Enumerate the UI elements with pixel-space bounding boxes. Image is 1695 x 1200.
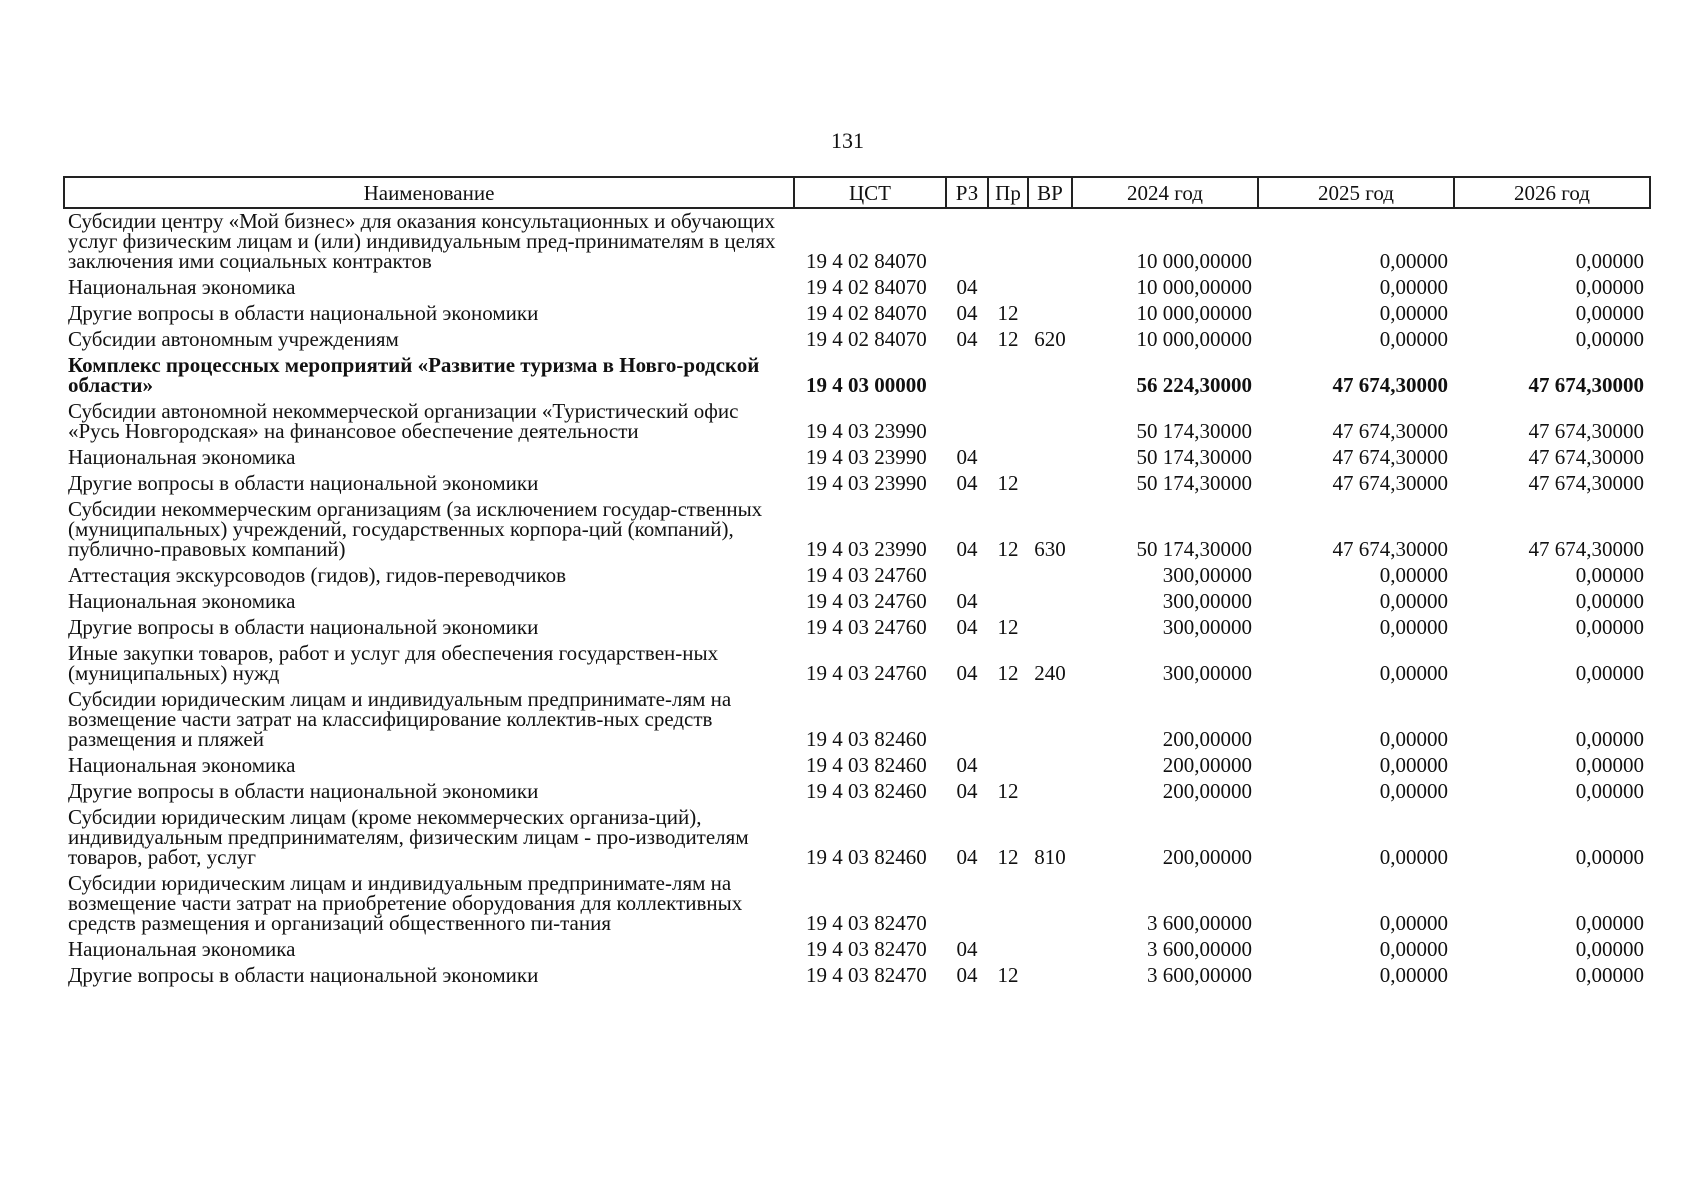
row-name: Другие вопросы в области национальной экономики — [68, 615, 539, 639]
header-2026: 2026 год — [1454, 177, 1650, 208]
table-row — [64, 753, 1650, 779]
row-cst: 19 4 03 24760 — [806, 661, 927, 685]
row-amount-2025: 0,00000 — [1379, 753, 1448, 777]
table-row — [64, 937, 1650, 963]
row-pr — [988, 208, 1028, 275]
row-amount-2026: 47 674,30000 — [1528, 373, 1644, 397]
row-rz: 04 — [956, 589, 978, 613]
row-name: Субсидии юридическим лицам и индивидуальным предпринимате-лям на возмещение части затрат на приобретение оборудования для коллективных средств размещения и организаций общественного пи-тания — [68, 871, 743, 935]
row-pr — [988, 399, 1028, 445]
row-name: Национальная экономика — [68, 589, 296, 613]
row-amount-2026: 0,00000 — [1575, 249, 1644, 273]
row-vr — [1028, 687, 1072, 753]
row-pr — [988, 275, 1028, 301]
table-row — [64, 805, 1650, 871]
row-pr: 12 — [997, 301, 1019, 325]
row-cst: 19 4 03 82470 — [806, 937, 927, 961]
row-vr — [1028, 563, 1072, 589]
row-rz: 04 — [956, 661, 978, 685]
row-vr — [1028, 208, 1072, 275]
row-vr — [1028, 937, 1072, 963]
table-row — [64, 615, 1650, 641]
row-amount-2024: 50 174,30000 — [1136, 537, 1252, 561]
row-rz — [946, 353, 988, 399]
row-amount-2024: 3 600,00000 — [1147, 911, 1252, 935]
row-rz: 04 — [956, 753, 978, 777]
row-vr — [1028, 471, 1072, 497]
row-cst: 19 4 03 00000 — [806, 373, 927, 397]
row-rz: 04 — [956, 779, 978, 803]
row-amount-2025: 0,00000 — [1379, 661, 1448, 685]
row-amount-2024: 300,00000 — [1162, 615, 1252, 639]
row-vr — [1028, 445, 1072, 471]
table-row — [64, 327, 1650, 353]
row-cst: 19 4 03 23990 — [806, 537, 927, 561]
row-cst: 19 4 03 24760 — [806, 563, 927, 587]
row-rz: 04 — [956, 275, 978, 299]
row-amount-2024: 10 000,00000 — [1136, 301, 1252, 325]
row-amount-2025: 0,00000 — [1379, 937, 1448, 961]
row-cst: 19 4 03 23990 — [806, 419, 927, 443]
row-amount-2025: 0,00000 — [1379, 727, 1448, 751]
row-amount-2026: 0,00000 — [1575, 963, 1644, 987]
row-cst: 19 4 03 82460 — [806, 845, 927, 869]
table-row — [64, 471, 1650, 497]
header-row — [64, 177, 1650, 208]
row-amount-2024: 3 600,00000 — [1147, 937, 1252, 961]
row-vr — [1028, 615, 1072, 641]
row-amount-2025: 0,00000 — [1379, 563, 1448, 587]
header-pr: Пр — [988, 177, 1028, 208]
table-row — [64, 353, 1650, 399]
row-cst: 19 4 03 82460 — [806, 753, 927, 777]
row-rz: 04 — [956, 615, 978, 639]
row-pr — [988, 445, 1028, 471]
row-amount-2025: 0,00000 — [1379, 779, 1448, 803]
row-name: Иные закупки товаров, работ и услуг для обеспечения государствен-ных (муниципальных) нужд — [68, 641, 719, 685]
row-amount-2025: 0,00000 — [1379, 589, 1448, 613]
row-name: Субсидии центру «Мой бизнес» для оказания консультационных и обучающих услуг физическим лицам и (или) индивидуальным пред-принимателям в целях заключения ими социальных контрактов — [68, 209, 776, 273]
row-rz — [946, 399, 988, 445]
row-vr — [1028, 589, 1072, 615]
row-amount-2026: 0,00000 — [1575, 727, 1644, 751]
row-amount-2026: 0,00000 — [1575, 563, 1644, 587]
row-name: Субсидии юридическим лицам (кроме некоммерческих организа-ций), индивидуальным предпринимателям, физическим лицам - про-изводителям товаров, работ, услуг — [68, 805, 749, 869]
table-row — [64, 497, 1650, 563]
table-row — [64, 589, 1650, 615]
row-amount-2025: 47 674,30000 — [1332, 537, 1448, 561]
table-row — [64, 399, 1650, 445]
row-vr — [1028, 353, 1072, 399]
row-vr: 240 — [1034, 661, 1066, 685]
row-rz: 04 — [956, 445, 978, 469]
table-row — [64, 208, 1650, 275]
row-rz — [946, 563, 988, 589]
row-rz: 04 — [956, 471, 978, 495]
row-rz: 04 — [956, 963, 978, 987]
table-row — [64, 445, 1650, 471]
row-amount-2026: 0,00000 — [1575, 275, 1644, 299]
row-name: Другие вопросы в области национальной экономики — [68, 471, 539, 495]
header-name: Наименование — [64, 177, 794, 208]
row-name: Субсидии некоммерческим организациям (за исключением государ-ственных (муниципальных) учреждений, государственных корпора-ций (компаний), публично-правовых компаний) — [68, 497, 763, 561]
row-amount-2025: 0,00000 — [1379, 301, 1448, 325]
row-pr — [988, 753, 1028, 779]
row-amount-2025: 0,00000 — [1379, 275, 1448, 299]
row-cst: 19 4 03 82460 — [806, 727, 927, 751]
row-pr: 12 — [997, 471, 1019, 495]
header-2024: 2024 год — [1072, 177, 1258, 208]
row-pr — [988, 589, 1028, 615]
row-rz: 04 — [956, 537, 978, 561]
row-amount-2024: 200,00000 — [1162, 845, 1252, 869]
row-rz: 04 — [956, 301, 978, 325]
table-row — [64, 963, 1650, 989]
row-amount-2025: 0,00000 — [1379, 615, 1448, 639]
row-amount-2026: 47 674,30000 — [1528, 537, 1644, 561]
row-amount-2026: 0,00000 — [1575, 845, 1644, 869]
row-cst: 19 4 03 82470 — [806, 911, 927, 935]
row-name: Национальная экономика — [68, 445, 296, 469]
row-name: Комплекс процессных мероприятий «Развитие туризма в Новго-родской области» — [68, 353, 760, 397]
row-amount-2024: 50 174,30000 — [1136, 419, 1252, 443]
row-amount-2024: 300,00000 — [1162, 589, 1252, 613]
row-amount-2025: 47 674,30000 — [1332, 471, 1448, 495]
table-row — [64, 779, 1650, 805]
row-amount-2025: 0,00000 — [1379, 845, 1448, 869]
row-amount-2024: 56 224,30000 — [1136, 373, 1252, 397]
row-name: Другие вопросы в области национальной экономики — [68, 963, 539, 987]
row-vr: 620 — [1034, 327, 1066, 351]
row-name: Другие вопросы в области национальной экономики — [68, 301, 539, 325]
header-vr: ВР — [1028, 177, 1072, 208]
header-cst: ЦСТ — [794, 177, 946, 208]
row-vr — [1028, 753, 1072, 779]
row-amount-2026: 47 674,30000 — [1528, 471, 1644, 495]
row-amount-2024: 10 000,00000 — [1136, 275, 1252, 299]
budget-table — [63, 176, 1651, 989]
row-cst: 19 4 03 23990 — [806, 471, 927, 495]
row-amount-2024: 300,00000 — [1162, 563, 1252, 587]
table-row — [64, 871, 1650, 937]
row-amount-2024: 10 000,00000 — [1136, 327, 1252, 351]
row-amount-2024: 10 000,00000 — [1136, 249, 1252, 273]
row-name: Субсидии автономной некоммерческой организации «Туристический офис «Русь Новгородская» на финансовое обеспечение деятельности — [68, 399, 739, 443]
row-name: Другие вопросы в области национальной экономики — [68, 779, 539, 803]
row-cst: 19 4 02 84070 — [806, 301, 927, 325]
row-pr: 12 — [997, 537, 1019, 561]
row-vr — [1028, 275, 1072, 301]
row-name: Субсидии автономным учреждениям — [68, 327, 399, 351]
row-name: Национальная экономика — [68, 275, 296, 299]
row-amount-2025: 0,00000 — [1379, 963, 1448, 987]
row-cst: 19 4 02 84070 — [806, 327, 927, 351]
row-pr: 12 — [997, 963, 1019, 987]
row-amount-2024: 200,00000 — [1162, 779, 1252, 803]
row-amount-2026: 0,00000 — [1575, 779, 1644, 803]
row-amount-2025: 47 674,30000 — [1332, 445, 1448, 469]
row-vr — [1028, 399, 1072, 445]
row-amount-2025: 0,00000 — [1379, 327, 1448, 351]
row-cst: 19 4 03 82460 — [806, 779, 927, 803]
row-amount-2026: 47 674,30000 — [1528, 445, 1644, 469]
page-number: 131 — [831, 128, 864, 153]
row-amount-2026: 0,00000 — [1575, 301, 1644, 325]
row-amount-2025: 0,00000 — [1379, 249, 1448, 273]
row-pr — [988, 687, 1028, 753]
row-amount-2025: 47 674,30000 — [1332, 373, 1448, 397]
row-pr: 12 — [997, 661, 1019, 685]
row-vr: 810 — [1034, 845, 1066, 869]
table-row — [64, 641, 1650, 687]
row-pr: 12 — [997, 615, 1019, 639]
header-rz: РЗ — [946, 177, 988, 208]
row-name: Аттестация экскурсоводов (гидов), гидов-переводчиков — [68, 563, 567, 587]
row-name: Национальная экономика — [68, 753, 296, 777]
row-rz: 04 — [956, 327, 978, 351]
row-amount-2026: 0,00000 — [1575, 615, 1644, 639]
row-pr — [988, 871, 1028, 937]
row-amount-2026: 0,00000 — [1575, 911, 1644, 935]
row-cst: 19 4 02 84070 — [806, 249, 927, 273]
row-amount-2026: 0,00000 — [1575, 753, 1644, 777]
row-vr: 630 — [1034, 537, 1066, 561]
row-amount-2024: 50 174,30000 — [1136, 445, 1252, 469]
row-cst: 19 4 03 24760 — [806, 615, 927, 639]
row-amount-2025: 0,00000 — [1379, 911, 1448, 935]
row-amount-2026: 0,00000 — [1575, 661, 1644, 685]
row-amount-2026: 0,00000 — [1575, 589, 1644, 613]
row-amount-2024: 300,00000 — [1162, 661, 1252, 685]
row-amount-2024: 200,00000 — [1162, 753, 1252, 777]
row-pr: 12 — [997, 779, 1019, 803]
row-rz: 04 — [956, 937, 978, 961]
row-amount-2024: 3 600,00000 — [1147, 963, 1252, 987]
row-amount-2024: 200,00000 — [1162, 727, 1252, 751]
row-cst: 19 4 02 84070 — [806, 275, 927, 299]
row-pr — [988, 353, 1028, 399]
row-amount-2026: 0,00000 — [1575, 327, 1644, 351]
row-rz — [946, 208, 988, 275]
row-pr: 12 — [997, 327, 1019, 351]
row-pr: 12 — [997, 845, 1019, 869]
row-name: Субсидии юридическим лицам и индивидуальным предпринимате-лям на возмещение части затрат на классифицирование коллектив-ных средств размещения и пляжей — [68, 687, 732, 751]
row-vr — [1028, 301, 1072, 327]
row-rz — [946, 687, 988, 753]
row-rz: 04 — [956, 845, 978, 869]
row-cst: 19 4 03 24760 — [806, 589, 927, 613]
row-cst: 19 4 03 82470 — [806, 963, 927, 987]
table-row — [64, 301, 1650, 327]
row-vr — [1028, 963, 1072, 989]
row-pr — [988, 937, 1028, 963]
row-rz — [946, 871, 988, 937]
row-amount-2026: 0,00000 — [1575, 937, 1644, 961]
table-row — [64, 563, 1650, 589]
row-vr — [1028, 779, 1072, 805]
row-amount-2025: 47 674,30000 — [1332, 419, 1448, 443]
row-amount-2026: 47 674,30000 — [1528, 419, 1644, 443]
budget-table-container — [63, 176, 1649, 989]
table-row — [64, 687, 1650, 753]
header-2025: 2025 год — [1258, 177, 1454, 208]
row-cst: 19 4 03 23990 — [806, 445, 927, 469]
row-vr — [1028, 871, 1072, 937]
table-body — [64, 208, 1650, 989]
row-pr — [988, 563, 1028, 589]
table-header — [64, 177, 1650, 208]
row-name: Национальная экономика — [68, 937, 296, 961]
table-row — [64, 275, 1650, 301]
row-amount-2024: 50 174,30000 — [1136, 471, 1252, 495]
